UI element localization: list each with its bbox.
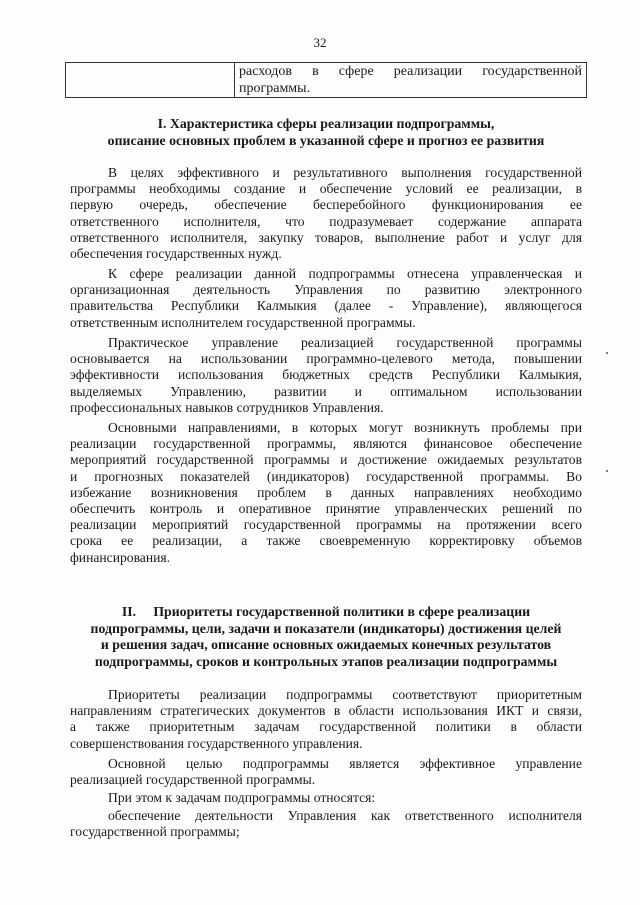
paragraph-line: ответственного исполнителя, закупку товаров, выполнение работ и услуг для — [70, 229, 582, 245]
paragraph-line: эффективности использования бюджетных средств Республики Калмыкия, — [70, 367, 582, 383]
paragraph-line: ответственного исполнителя, что подразумевает содержание аппарата — [70, 213, 582, 229]
paragraph-line: К сфере реализации данной подпрограммы отнесена управленческая и — [108, 266, 582, 281]
table-cell-right — [235, 63, 587, 98]
page-number: 32 — [313, 35, 327, 50]
paragraph-line: финансирования. — [70, 549, 171, 565]
table-cell-left — [66, 63, 235, 98]
paragraph — [70, 687, 582, 752]
paragraph-line: реализации государственной программы, являются финансовое обеспечение — [70, 436, 582, 452]
paragraph-line: избежание возникновения проблем в данных направлениях необходимо — [70, 484, 582, 500]
paragraph — [70, 420, 582, 566]
paragraph — [70, 165, 582, 262]
paragraph-line: Приоритеты реализации подпрограммы соответствуют приоритетным — [108, 687, 582, 702]
paragraph — [70, 266, 582, 331]
paragraph-line: реализации мероприятий государственной программы на протяжении всего — [70, 517, 582, 533]
paragraph-line: Практическое управление реализацией государственной программы — [108, 335, 582, 350]
scan-speck — [606, 470, 608, 472]
continuation-table — [65, 62, 587, 98]
paragraph-line: В целях эффективного и результативного выполнения государственной — [108, 165, 582, 180]
paragraph-line: Основной целью подпрограммы является эффективное управление — [108, 756, 582, 771]
paragraph-line: обеспечение деятельности Управления как ответственного исполнителя — [108, 808, 582, 823]
paragraph-line: первую очередь, обеспечение бесперебойного функционирования ее — [70, 197, 582, 213]
paragraph-line: срока ее реализации, а также своевременную корректировку объемов — [70, 533, 582, 549]
paragraph-line: ответственным исполнителем государственной программы. — [70, 314, 416, 330]
paragraph-line: Основными направлениями, в которых могут возникнуть проблемы при — [108, 420, 582, 435]
paragraph — [70, 808, 582, 840]
paragraph-line: правительства Республики Калмыкия (далее - Управление), являющегося — [70, 298, 582, 314]
paragraph-line: основывается на использовании программно-целевого метода, повышении — [70, 351, 582, 367]
paragraph-line: и прогнозных показателей (индикаторов) государственной программы. Во — [70, 468, 582, 484]
paragraph-line: профессиональных навыков сотрудников Управления. — [70, 399, 384, 415]
paragraph-line: обеспечения государственных нужд. — [70, 246, 282, 262]
paragraph-line: При этом к задачам подпрограммы относятся: — [108, 790, 376, 805]
table-cell-text-line: расходов в сфере реализации государственной — [239, 64, 582, 79]
paragraph-line: а также приоритетным задачам государственной политики в области — [70, 719, 582, 735]
heading-line: и решения задач, описание основных ожидаемых конечных результатов — [100, 637, 552, 652]
table-cell-text-line: программы. — [239, 81, 311, 96]
heading-line: II. Приоритеты государственной политики в сфере реализации — [121, 604, 531, 619]
paragraph — [70, 335, 582, 416]
paragraph — [70, 790, 582, 806]
heading-line: подпрограммы, сроков и контрольных этапов реализации подпрограммы — [94, 653, 558, 669]
paragraph-line: мероприятий государственной программы и достижение ожидаемых результатов — [70, 452, 582, 468]
heading-line: подпрограммы, цели, задачи и показатели (индикаторы) достижения целей — [90, 620, 562, 636]
scan-speck — [606, 352, 608, 354]
section-1-heading — [70, 116, 582, 149]
paragraph-line: направлениям стратегических документов в области использования ИКТ и связи, — [70, 703, 582, 719]
paragraph-line: организационная деятельность Управления по развитию электронного — [70, 282, 582, 298]
heading-line: I. Характеристика сферы реализации подпрограммы, — [157, 116, 495, 131]
paragraph-line: обеспечить контроль и оперативное принятие управленческих решений по — [70, 501, 582, 517]
paragraph — [70, 756, 582, 788]
table-row — [66, 63, 587, 98]
paragraph-line: выделяемых Управлению, развитии и оптимальном использовании — [70, 383, 582, 399]
section-2-heading — [70, 604, 582, 670]
paragraph-line: совершенствования государственного управления. — [70, 735, 363, 751]
heading-line: описание основных проблем в указанной сфере и прогноз ее развития — [107, 132, 545, 148]
paragraph-line: реализацией государственной программы. — [70, 772, 316, 788]
paragraph-line: государственной программы; — [70, 824, 240, 840]
paragraph-line: программы необходимы создание и обеспечение условий ее реализации, в — [70, 181, 582, 197]
